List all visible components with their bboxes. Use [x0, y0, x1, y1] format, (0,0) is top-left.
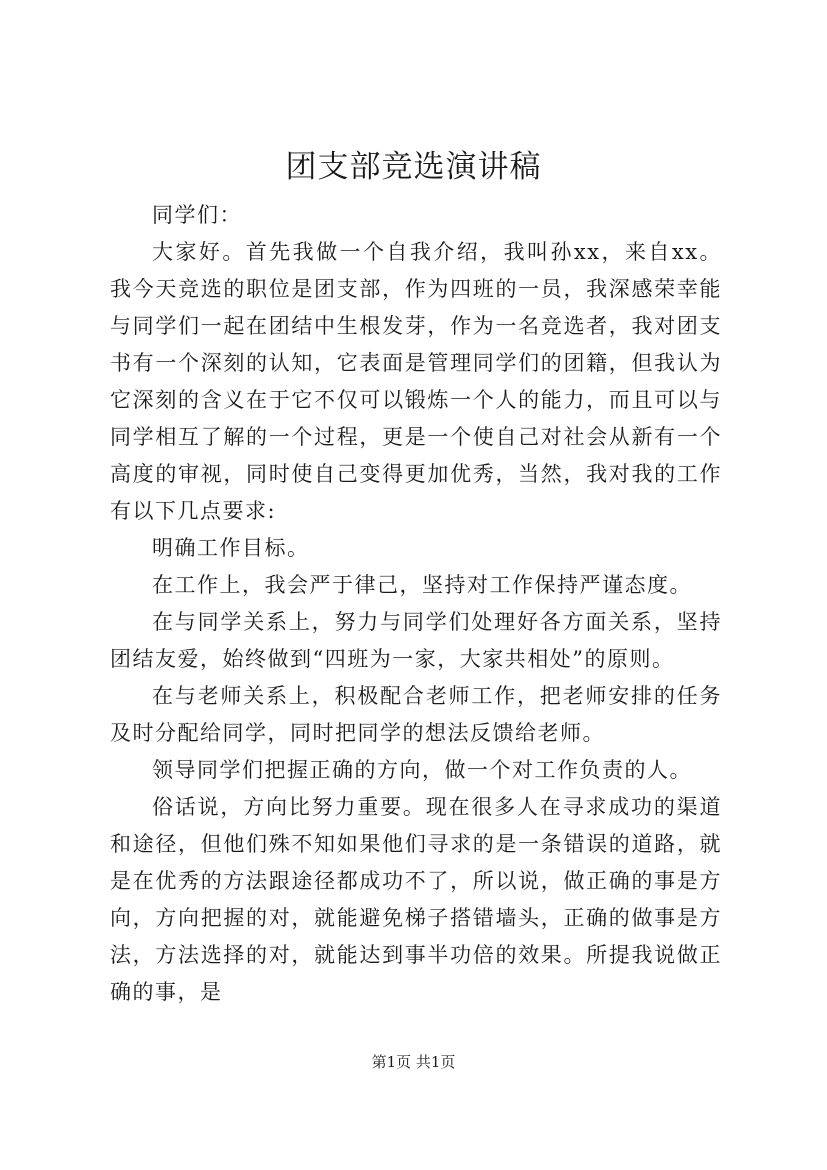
document-title: 团支部竞选演讲稿	[285, 149, 542, 185]
paragraph-teachers: 在与老师关系上，积极配合老师工作，把老师安排的任务及时分配给同学，同时把同学的想法反馈给老师。	[110, 684, 722, 745]
paragraph-goal: 明确工作目标。	[152, 536, 310, 560]
paragraph-classmates: 在与同学关系上，努力与同学们处理好各方面关系，坚持团结友爱，始终做到“四班为一家，大家共相处”的原则。	[110, 610, 722, 671]
page-footer: 第1页 共1页	[371, 1053, 456, 1071]
paragraph-greeting: 同学们：	[152, 203, 242, 227]
paragraph-leadership: 领导同学们把握正确的方向，做一个对工作负责的人。	[152, 758, 692, 782]
paragraph-work: 在工作上，我会严于律己，坚持对工作保持严谨态度。	[152, 573, 692, 597]
paragraph-introduction: 大家好。首先我做一个自我介绍，我叫孙xx，来自xx。我今天竞选的职位是团支部，作为四班的一员，我深感荣幸能与同学们一起在团结中生根发芽，作为一名竞选者，我对团支书有一个深刻的认知，它表面是管理同学们的团籍，但我认为它深刻的含义在于它不仅可以锻炼一个人的能力，而且可以与同学相互了解的一个过程，更是一个使自己对社会从新有一个高度的审视，同时使自己变得更加优秀，当然，我对我的工作有以下几点要求:	[110, 240, 722, 523]
paragraph-direction: 俗话说，方向比努力重要。现在很多人在寻求成功的渠道和途径，但他们殊不知如果他们寻求的是一条错误的道路，就是在优秀的方法跟途径都成功不了，所以说，做正确的事是方向，方向把握的对，就能避免梯子搭错墙头，正确的做事是方法，方法选择的对，就能达到事半功倍的效果。所提我说做正确的事，是	[110, 795, 722, 1004]
document-body	[110, 197, 722, 1011]
